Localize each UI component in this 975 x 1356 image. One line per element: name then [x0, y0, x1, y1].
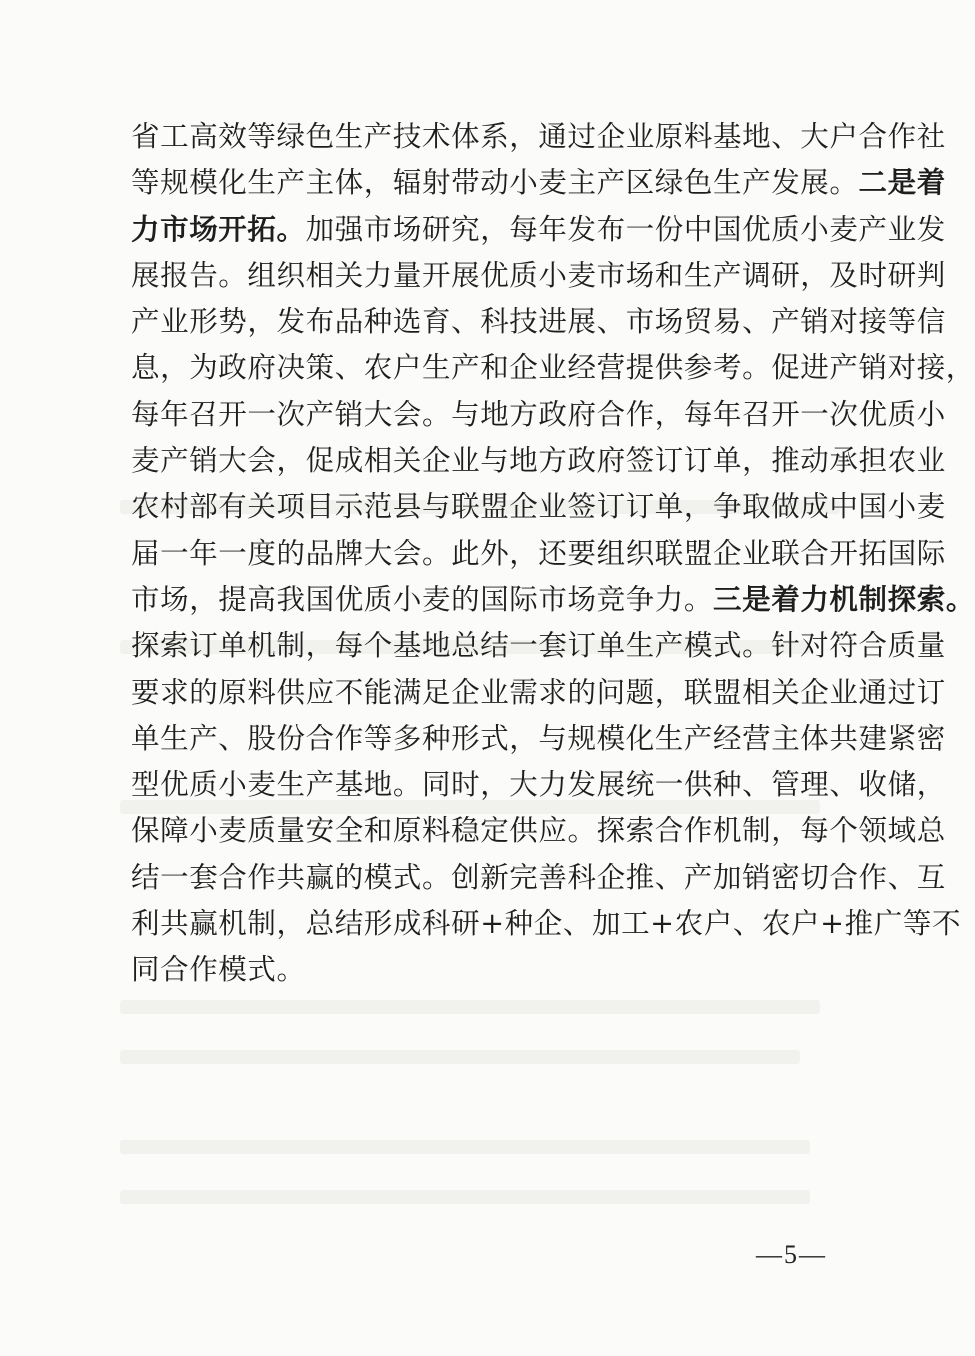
bold-heading-text: 三是着力机制探索。 — [713, 582, 975, 616]
text-line — [131, 670, 946, 716]
body-text: 探索订单机制，每个基地总结一套订单生产模式。针对符合质量 — [131, 629, 946, 663]
text-line — [131, 762, 946, 808]
text-line — [131, 160, 946, 206]
body-text: 单生产、股份合作等多种形式，与规模化生产经营主体共建紧密 — [131, 721, 946, 755]
body-text: 利共赢机制，总结形成科研+种企、加工+农户、农户+推广等不 — [131, 907, 962, 941]
text-line — [131, 345, 975, 391]
bleed-through-mark — [120, 1050, 800, 1064]
body-text: 届一年一度的品牌大会。此外，还要组织联盟企业联合开拓国际 — [131, 536, 946, 570]
body-paragraph — [131, 114, 975, 994]
text-line — [131, 484, 946, 530]
text-line — [131, 808, 946, 854]
text-line — [131, 207, 946, 253]
text-line — [131, 855, 946, 901]
bleed-through-mark — [120, 1190, 810, 1204]
body-text: 保障小麦质量安全和原料稳定供应。探索合作机制，每个领域总 — [131, 814, 946, 848]
bleed-through-mark — [120, 1000, 820, 1014]
body-text: 产业形势，发布品种选育、科技进展、市场贸易、产销对接等信 — [131, 305, 946, 339]
body-text: 展报告。组织相关力量开展优质小麦市场和生产调研，及时研判 — [131, 258, 946, 292]
body-text: 要求的原料供应不能满足企业需求的问题，联盟相关企业通过订 — [131, 675, 946, 709]
body-text: 息，为政府决策、农户生产和企业经营提供参考。促进产销对接， — [131, 351, 975, 385]
text-line — [131, 623, 946, 669]
text-line — [131, 901, 962, 947]
body-text: 型优质小麦生产基地。同时，大力发展统一供种、管理、收储， — [131, 768, 946, 802]
body-text: 市场，提高我国优质小麦的国际市场竞争力。 — [131, 582, 714, 616]
page-number: —5— — [756, 1240, 827, 1269]
text-line — [131, 114, 946, 160]
text-line — [131, 299, 946, 345]
text-line — [131, 531, 946, 577]
body-text: 农村部有关项目示范县与联盟企业签订订单，争取做成中国小麦 — [131, 490, 946, 524]
text-line — [131, 438, 946, 484]
text-line — [131, 253, 946, 299]
body-text: 加强市场研究，每年发布一份中国优质小麦产业发 — [305, 212, 946, 246]
text-line — [131, 392, 946, 438]
body-text: 麦产销大会，促成相关企业与地方政府签订订单，推动承担农业 — [131, 444, 946, 478]
bold-heading-text: 二是着 — [858, 166, 946, 200]
body-text: 每年召开一次产销大会。与地方政府合作，每年召开一次优质小 — [131, 397, 946, 431]
bleed-through-mark — [120, 1140, 810, 1154]
text-line — [131, 716, 946, 762]
body-text: 省工高效等绿色生产技术体系，通过企业原料基地、大户合作社 — [131, 120, 946, 153]
text-line — [131, 947, 836, 993]
bold-heading-text: 力市场开拓。 — [131, 212, 306, 246]
body-text: 等规模化生产主体，辐射带动小麦主产区绿色生产发展。 — [131, 166, 859, 200]
text-line — [131, 577, 975, 623]
body-text: 同合作模式。 — [131, 953, 306, 987]
body-text: 结一套合作共赢的模式。创新完善科企推、产加销密切合作、互 — [131, 860, 946, 894]
